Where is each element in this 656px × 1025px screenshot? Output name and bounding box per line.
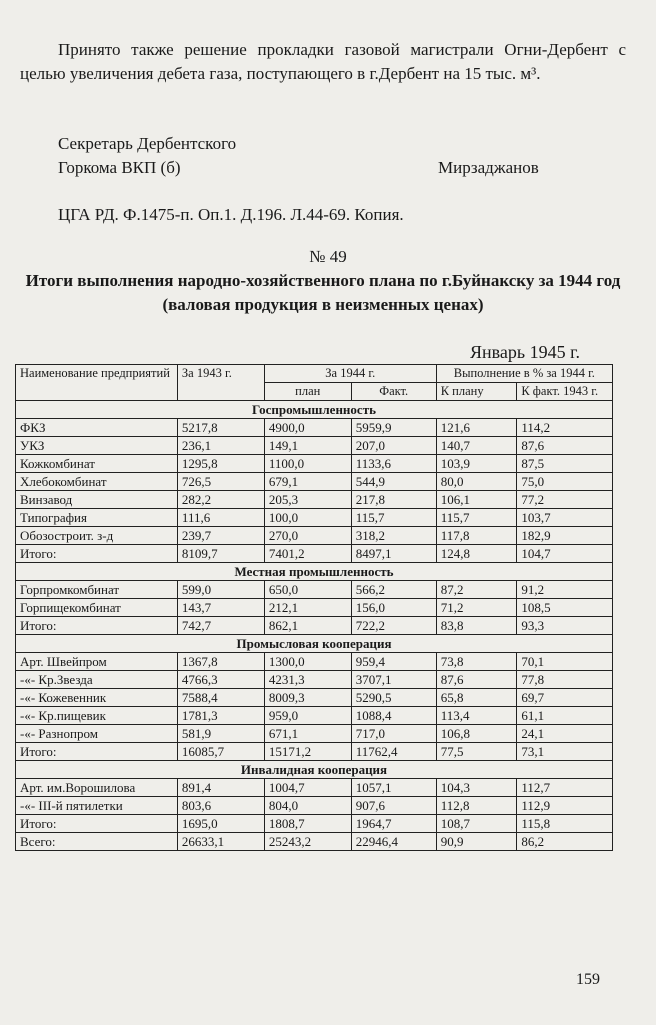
cell-plan-1944: 679,1 [264, 473, 351, 491]
cell-fact-1944: 717,0 [351, 725, 436, 743]
section-header-row [16, 401, 613, 419]
cell-enterprise: Итого: [16, 617, 178, 635]
cell-plan-1944: 100,0 [264, 509, 351, 527]
cell-1943: 236,1 [177, 437, 264, 455]
cell-plan-1944: 1100,0 [264, 455, 351, 473]
cell-pct-plan: 112,8 [436, 797, 517, 815]
cell-1943: 8109,7 [177, 545, 264, 563]
cell-enterprise: -«- Кр.Звезда [16, 671, 178, 689]
table-row [16, 437, 613, 455]
cell-fact-1944: 22946,4 [351, 833, 436, 851]
cell-1943: 599,0 [177, 581, 264, 599]
cell-pct-fact-1943: 115,8 [517, 815, 613, 833]
document-title: Итоги выполнения народно-хозяйственного плана по г.Буйнакску за 1944 год (валовая продукция в неизменных ценах) [25, 271, 621, 314]
signature-title-line2: Горкома ВКП (б) [58, 158, 181, 177]
table-row [16, 743, 613, 761]
cell-pct-plan: 83,8 [436, 617, 517, 635]
table-row [16, 815, 613, 833]
document-number: № 49 [309, 247, 347, 266]
cell-enterprise: Хлебокомбинат [16, 473, 178, 491]
cell-pct-plan: 65,8 [436, 689, 517, 707]
cell-pct-fact-1943: 112,7 [517, 779, 613, 797]
cell-1943: 742,7 [177, 617, 264, 635]
cell-enterprise: -«- Разнопром [16, 725, 178, 743]
archive-reference: ЦГА РД. Ф.1475-п. Оп.1. Д.196. Л.44-69. Копия. [58, 205, 404, 224]
cell-pct-fact-1943: 91,2 [517, 581, 613, 599]
cell-plan-1944: 804,0 [264, 797, 351, 815]
table-row [16, 419, 613, 437]
cell-pct-fact-1943: 77,2 [517, 491, 613, 509]
cell-fact-1944: 318,2 [351, 527, 436, 545]
signature-name: Мирзаджанов [438, 158, 539, 177]
intro-paragraph: Принято также решение прокладки газовой магистрали Огни-Дербент с целью увеличения дебета газа, поступающего в г.Дербент на 15 тыс. м³. [20, 40, 626, 83]
cell-fact-1944: 156,0 [351, 599, 436, 617]
cell-1943: 4766,3 [177, 671, 264, 689]
cell-pct-plan: 124,8 [436, 545, 517, 563]
cell-pct-fact-1943: 87,6 [517, 437, 613, 455]
header-plan: план [264, 383, 351, 401]
table-row [16, 599, 613, 617]
cell-pct-fact-1943: 73,1 [517, 743, 613, 761]
table-row [16, 473, 613, 491]
cell-pct-plan: 117,8 [436, 527, 517, 545]
cell-enterprise: Горпищекомбинат [16, 599, 178, 617]
cell-enterprise: -«- III-й пятилетки [16, 797, 178, 815]
cell-enterprise: Всего: [16, 833, 178, 851]
cell-plan-1944: 1808,7 [264, 815, 351, 833]
cell-1943: 1781,3 [177, 707, 264, 725]
cell-enterprise: Итого: [16, 815, 178, 833]
cell-pct-plan: 80,0 [436, 473, 517, 491]
cell-plan-1944: 149,1 [264, 437, 351, 455]
table-row [16, 581, 613, 599]
cell-plan-1944: 4231,3 [264, 671, 351, 689]
cell-plan-1944: 1300,0 [264, 653, 351, 671]
table-row [16, 671, 613, 689]
header-fact: Факт. [351, 383, 436, 401]
cell-1943: 239,7 [177, 527, 264, 545]
cell-pct-fact-1943: 24,1 [517, 725, 613, 743]
header-1944: За 1944 г. [264, 365, 436, 383]
cell-pct-plan: 115,7 [436, 509, 517, 527]
header-1943: За 1943 г. [177, 365, 264, 401]
cell-1943: 111,6 [177, 509, 264, 527]
table-row [16, 779, 613, 797]
header-enterprise: Наименование предприятий [16, 365, 178, 401]
cell-plan-1944: 959,0 [264, 707, 351, 725]
cell-pct-plan: 87,2 [436, 581, 517, 599]
cell-pct-fact-1943: 114,2 [517, 419, 613, 437]
cell-pct-plan: 87,6 [436, 671, 517, 689]
cell-enterprise: Итого: [16, 743, 178, 761]
cell-pct-plan: 73,8 [436, 653, 517, 671]
cell-pct-plan: 106,8 [436, 725, 517, 743]
section-title: Госпромышленность [16, 401, 613, 419]
cell-fact-1944: 1133,6 [351, 455, 436, 473]
cell-fact-1944: 959,4 [351, 653, 436, 671]
cell-enterprise: -«- Кожевенник [16, 689, 178, 707]
page-number: 159 [576, 971, 600, 988]
cell-pct-fact-1943: 75,0 [517, 473, 613, 491]
table-row [16, 509, 613, 527]
cell-pct-fact-1943: 70,1 [517, 653, 613, 671]
cell-pct-fact-1943: 112,9 [517, 797, 613, 815]
cell-plan-1944: 270,0 [264, 527, 351, 545]
cell-fact-1944: 5959,9 [351, 419, 436, 437]
cell-enterprise: Винзавод [16, 491, 178, 509]
cell-enterprise: Типография [16, 509, 178, 527]
cell-enterprise: Арт. Швейпром [16, 653, 178, 671]
cell-pct-fact-1943: 182,9 [517, 527, 613, 545]
cell-pct-plan: 77,5 [436, 743, 517, 761]
grand-total-row [16, 833, 613, 851]
cell-fact-1944: 1088,4 [351, 707, 436, 725]
cell-plan-1944: 671,1 [264, 725, 351, 743]
header-performance: Выполнение в % за 1944 г. [436, 365, 612, 383]
cell-1943: 1695,0 [177, 815, 264, 833]
table-row [16, 725, 613, 743]
header-to-fact-1943: К факт. 1943 г. [517, 383, 613, 401]
cell-1943: 891,4 [177, 779, 264, 797]
cell-pct-plan: 106,1 [436, 491, 517, 509]
table-row [16, 689, 613, 707]
cell-enterprise: Итого: [16, 545, 178, 563]
table-row [16, 797, 613, 815]
cell-fact-1944: 207,0 [351, 437, 436, 455]
cell-pct-plan: 113,4 [436, 707, 517, 725]
cell-plan-1944: 25243,2 [264, 833, 351, 851]
cell-pct-fact-1943: 87,5 [517, 455, 613, 473]
cell-plan-1944: 650,0 [264, 581, 351, 599]
cell-pct-fact-1943: 61,1 [517, 707, 613, 725]
cell-pct-fact-1943: 86,2 [517, 833, 613, 851]
cell-fact-1944: 566,2 [351, 581, 436, 599]
cell-fact-1944: 8497,1 [351, 545, 436, 563]
cell-pct-fact-1943: 108,5 [517, 599, 613, 617]
cell-fact-1944: 3707,1 [351, 671, 436, 689]
cell-1943: 282,2 [177, 491, 264, 509]
table-row [16, 455, 613, 473]
cell-1943: 16085,7 [177, 743, 264, 761]
table-row [16, 527, 613, 545]
cell-pct-plan: 104,3 [436, 779, 517, 797]
cell-enterprise: Кожкомбинат [16, 455, 178, 473]
cell-fact-1944: 1964,7 [351, 815, 436, 833]
cell-enterprise: ФКЗ [16, 419, 178, 437]
cell-pct-fact-1943: 69,7 [517, 689, 613, 707]
results-table [15, 364, 613, 851]
cell-fact-1944: 722,2 [351, 617, 436, 635]
section-title: Промысловая кооперация [16, 635, 613, 653]
cell-fact-1944: 217,8 [351, 491, 436, 509]
cell-pct-plan: 103,9 [436, 455, 517, 473]
section-header-row [16, 635, 613, 653]
table-row [16, 653, 613, 671]
section-title: Местная промышленность [16, 563, 613, 581]
section-header-row [16, 563, 613, 581]
cell-1943: 7588,4 [177, 689, 264, 707]
table-row [16, 617, 613, 635]
cell-pct-plan: 140,7 [436, 437, 517, 455]
cell-1943: 1367,8 [177, 653, 264, 671]
section-title: Инвалидная кооперация [16, 761, 613, 779]
cell-1943: 5217,8 [177, 419, 264, 437]
table-row [16, 707, 613, 725]
cell-1943: 726,5 [177, 473, 264, 491]
cell-pct-plan: 90,9 [436, 833, 517, 851]
cell-plan-1944: 8009,3 [264, 689, 351, 707]
cell-pct-fact-1943: 104,7 [517, 545, 613, 563]
cell-plan-1944: 15171,2 [264, 743, 351, 761]
section-header-row [16, 761, 613, 779]
cell-fact-1944: 115,7 [351, 509, 436, 527]
cell-plan-1944: 7401,2 [264, 545, 351, 563]
table-row [16, 491, 613, 509]
cell-fact-1944: 1057,1 [351, 779, 436, 797]
document-date: Январь 1945 г. [470, 342, 580, 362]
signature-title-line1: Секретарь Дербентского [58, 134, 237, 153]
cell-enterprise: Арт. им.Ворошилова [16, 779, 178, 797]
cell-1943: 26633,1 [177, 833, 264, 851]
cell-fact-1944: 5290,5 [351, 689, 436, 707]
cell-1943: 803,6 [177, 797, 264, 815]
cell-plan-1944: 205,3 [264, 491, 351, 509]
cell-enterprise: Обозостроит. з-д [16, 527, 178, 545]
cell-fact-1944: 11762,4 [351, 743, 436, 761]
cell-enterprise: Горпромкомбинат [16, 581, 178, 599]
cell-pct-plan: 108,7 [436, 815, 517, 833]
cell-fact-1944: 544,9 [351, 473, 436, 491]
cell-plan-1944: 212,1 [264, 599, 351, 617]
cell-plan-1944: 4900,0 [264, 419, 351, 437]
header-to-plan: К плану [436, 383, 517, 401]
cell-pct-fact-1943: 93,3 [517, 617, 613, 635]
cell-pct-fact-1943: 103,7 [517, 509, 613, 527]
cell-enterprise: УКЗ [16, 437, 178, 455]
cell-plan-1944: 862,1 [264, 617, 351, 635]
cell-1943: 581,9 [177, 725, 264, 743]
table-body [16, 401, 613, 851]
cell-1943: 143,7 [177, 599, 264, 617]
cell-1943: 1295,8 [177, 455, 264, 473]
cell-pct-fact-1943: 77,8 [517, 671, 613, 689]
cell-pct-plan: 71,2 [436, 599, 517, 617]
cell-plan-1944: 1004,7 [264, 779, 351, 797]
cell-fact-1944: 907,6 [351, 797, 436, 815]
cell-pct-plan: 121,6 [436, 419, 517, 437]
cell-enterprise: -«- Кр.пищевик [16, 707, 178, 725]
table-row [16, 545, 613, 563]
